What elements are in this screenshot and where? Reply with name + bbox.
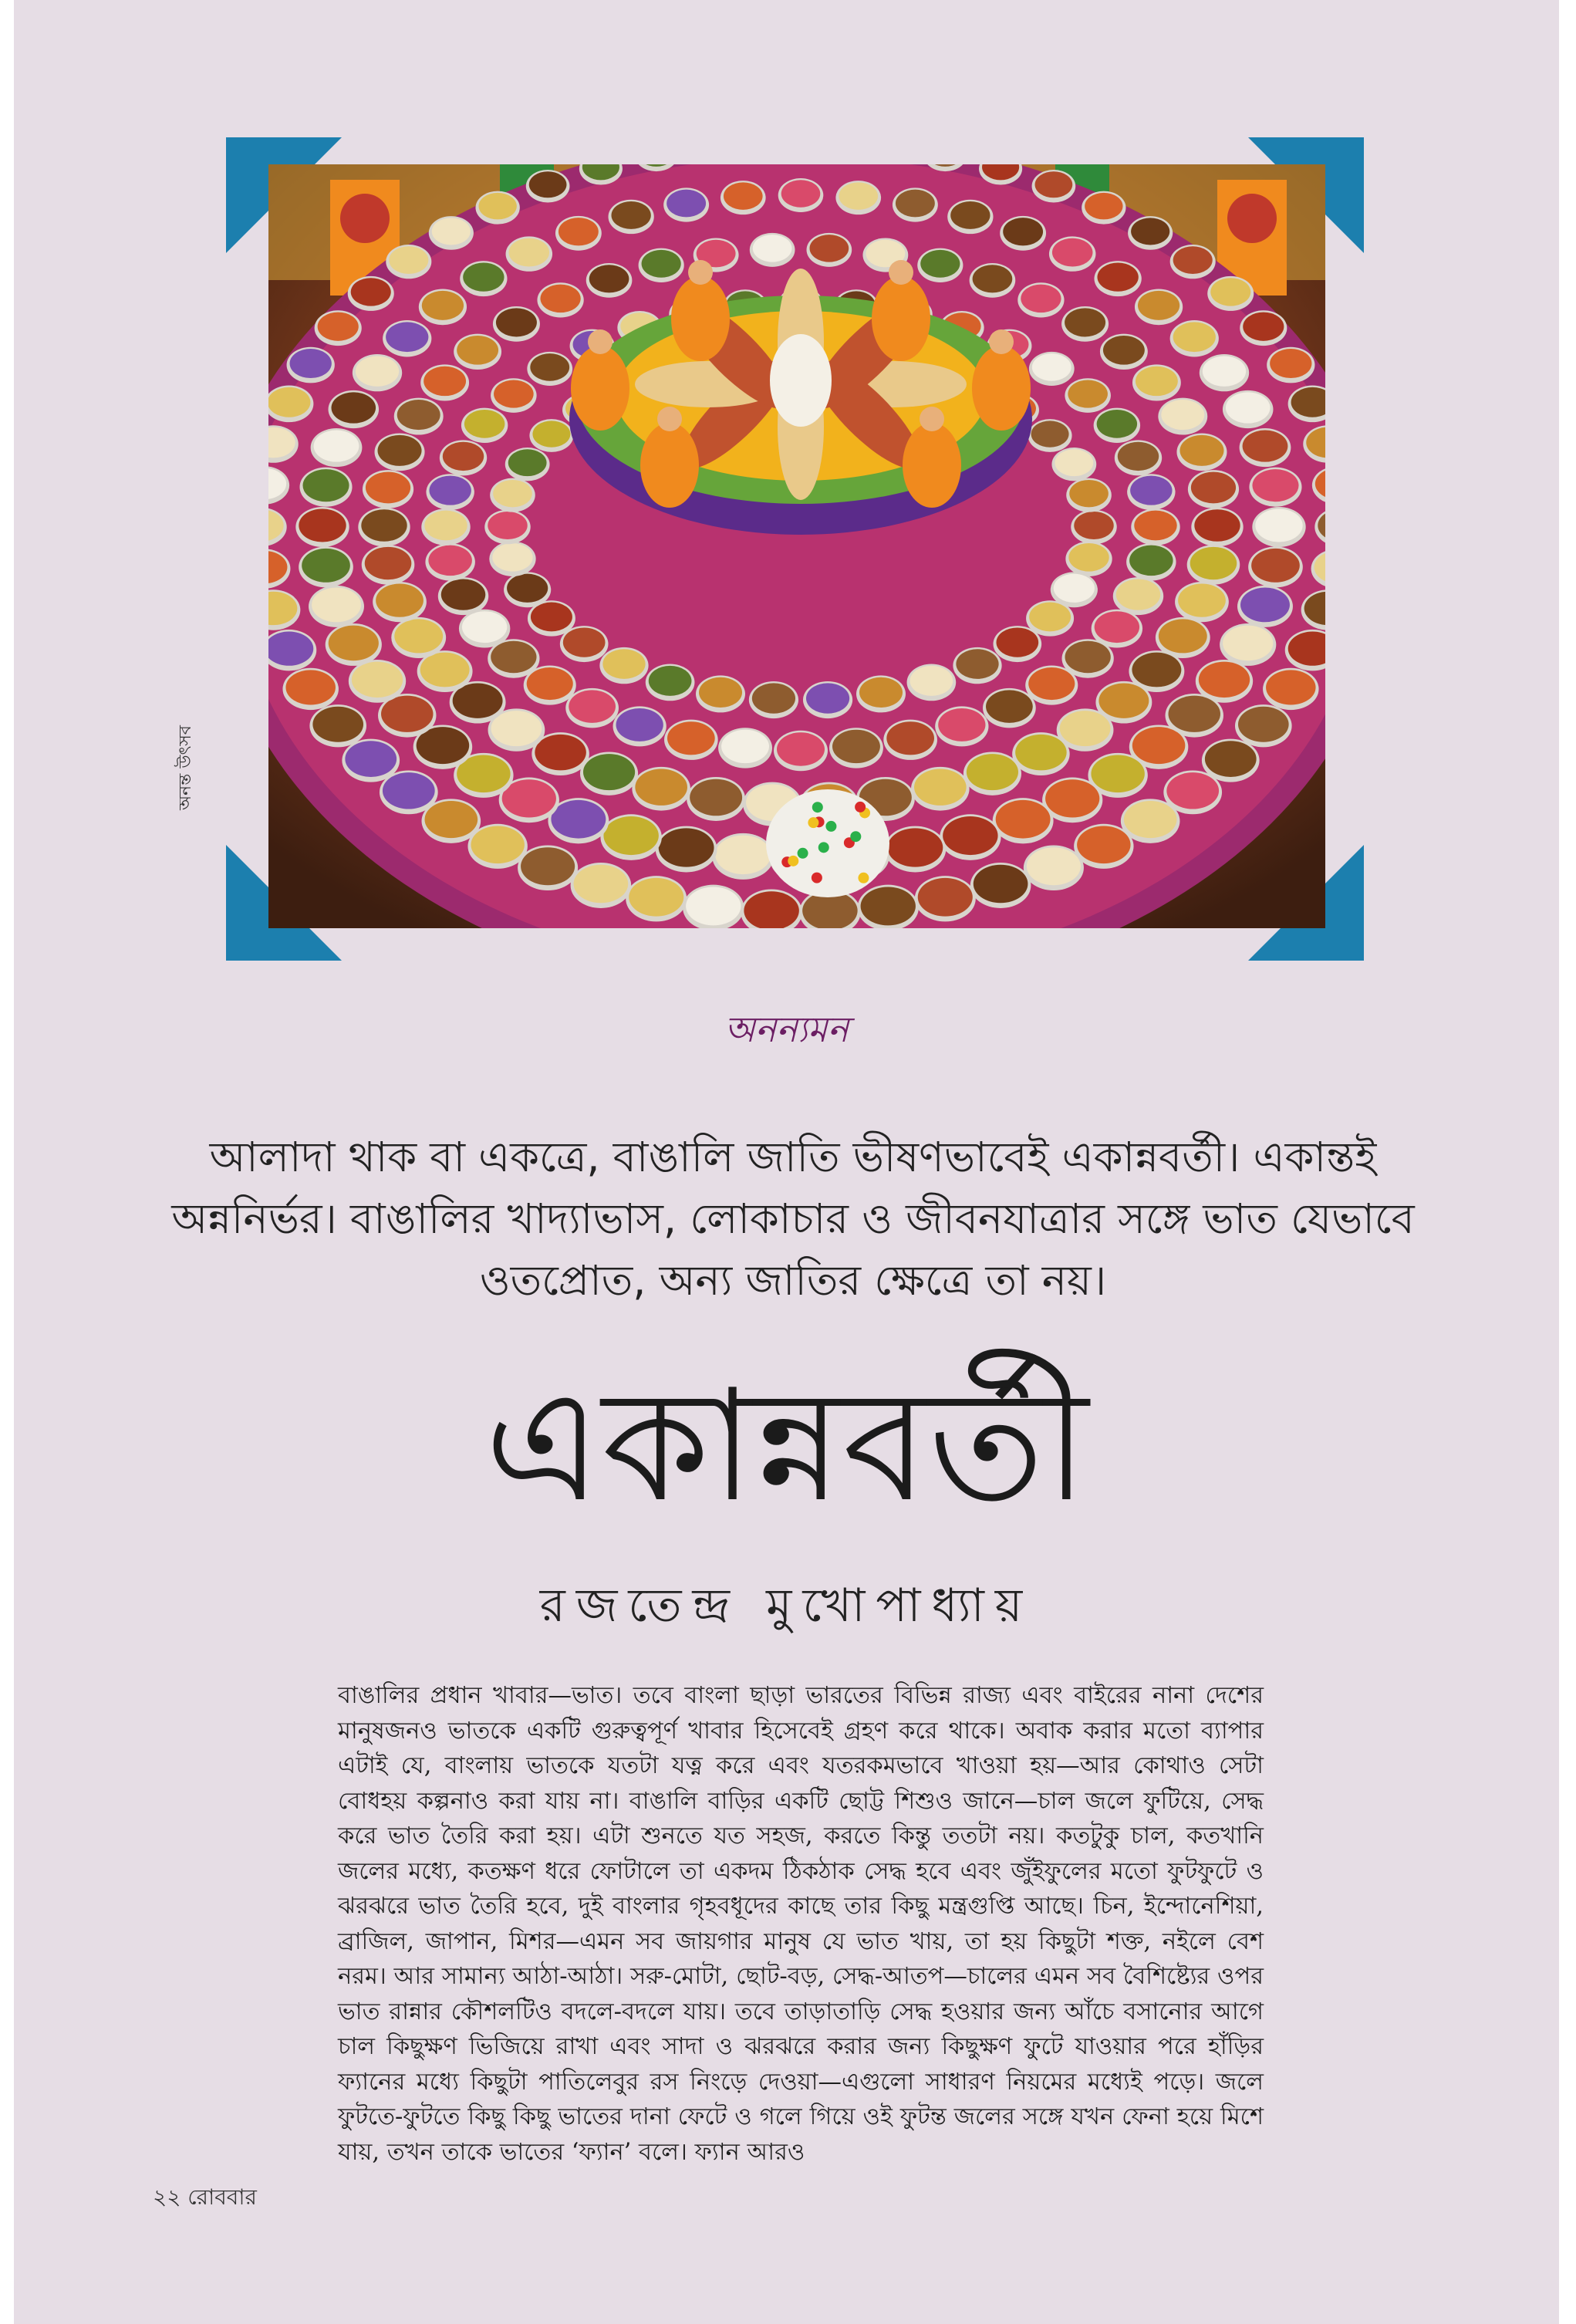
headline: একান্নবর্তী <box>484 1356 1088 1536</box>
byline: রজতেন্দ্র মুখোপাধ্যায় <box>539 1579 1034 1633</box>
magazine-page <box>14 0 1559 2324</box>
section-label: অনন্যমন <box>724 1008 849 1050</box>
feature-photo-frame <box>226 137 1364 961</box>
food-offering-photo <box>268 164 1325 928</box>
photo-credit: অনন্ত উৎসব <box>176 725 195 810</box>
standfirst: আলাদা থাক বা একত্রে, বাঙালি জাতি ভীষণভাবেই একান্নবর্তী। একান্তই অন্ননির্ভর। বাঙালির খাদ্যাভাস, লোকাচার ও জীবনযাত্রার সঙ্গে ভাত যেভাবে ওতপ্রোত, অন্য জাতির ক্ষেত্রে তা নয়। <box>171 1133 1415 1305</box>
article-body: বাঙালির প্রধান খাবার—ভাত। তবে বাংলা ছাড়া ভারতের বিভিন্ন রাজ্য এবং বাইরের নানা দেশের মানুষজনও ভাতকে একটি গুরুত্বপূর্ণ খাবার হিসেবেই গ্রহণ করে থাকে। অবাক করার মতো ব্যাপার এটাই যে, বাংলায় ভাতকে যতটা যত্ন করে এবং যতরকমভাবে খাওয়া হয়—আর কোথাও সেটা বোধহয় কল্পনাও করা যায় না। বাঙালি বাড়ির একটি ছোট্ট শিশুও জানে—চাল জলে ফুটিয়ে, সেদ্ধ করে ভাত তৈরি করা হয়। এটা শুনতে যত সহজ, করতে কিন্তু ততটা নয়। কতটুকু চাল, কতখানি জলের মধ্যে, কতক্ষণ ধরে ফোটালে তা একদম ঠিকঠাক সেদ্ধ হবে এবং জুঁইফুলের মতো ফুটফুটে ও ঝরঝরে ভাত তৈরি হবে, দুই বাংলার গৃহবধূদের কাছে তার কিছু মন্ত্রগুপ্তি আছে। চিন, ইন্দোনেশিয়া, ব্রাজিল, জাপান, মিশর—এমন সব জায়গার মানুষ যে ভাত খায়, তা হয় কিছুটা শক্ত, নইলে বেশ নরম। আর সামান্য আঠা-আঠা। সরু-মোটা, ছোট-বড়, সেদ্ধ-আতপ—চালের এমন সব বৈশিষ্ট্যের ওপর ভাত রান্নার কৌশলটিও বদলে-বদলে যায়। তবে তাড়াতাড়ি সেদ্ধ হওয়ার জন্য আঁচে বসানোর আগে চাল কিছুক্ষণ ভিজিয়ে রাখা এবং সাদা ও ঝরঝরে করার জন্য কিছুক্ষণ ফুটে যাওয়ার পরে হাঁড়ির ফ্যানের মধ্যে কিছুটা পাতিলেবুর রস নিংড়ে দেওয়া—এগুলো সাধারণ নিয়মের মধ্যেই পড়ে। জলে ফুটতে-ফুটতে কিছু কিছু ভাতের দানা ফেটে ও গলে গিয়ে ওই ফুটন্ত জলের সঙ্গে যখন ফেনা হয়ে মিশে যায়, তখন তাকে ভাতের ‘ফ্যান’ বলে। ফ্যান আরও <box>338 1682 1264 2166</box>
page-folio: ২২ রোববার <box>153 2184 257 2210</box>
